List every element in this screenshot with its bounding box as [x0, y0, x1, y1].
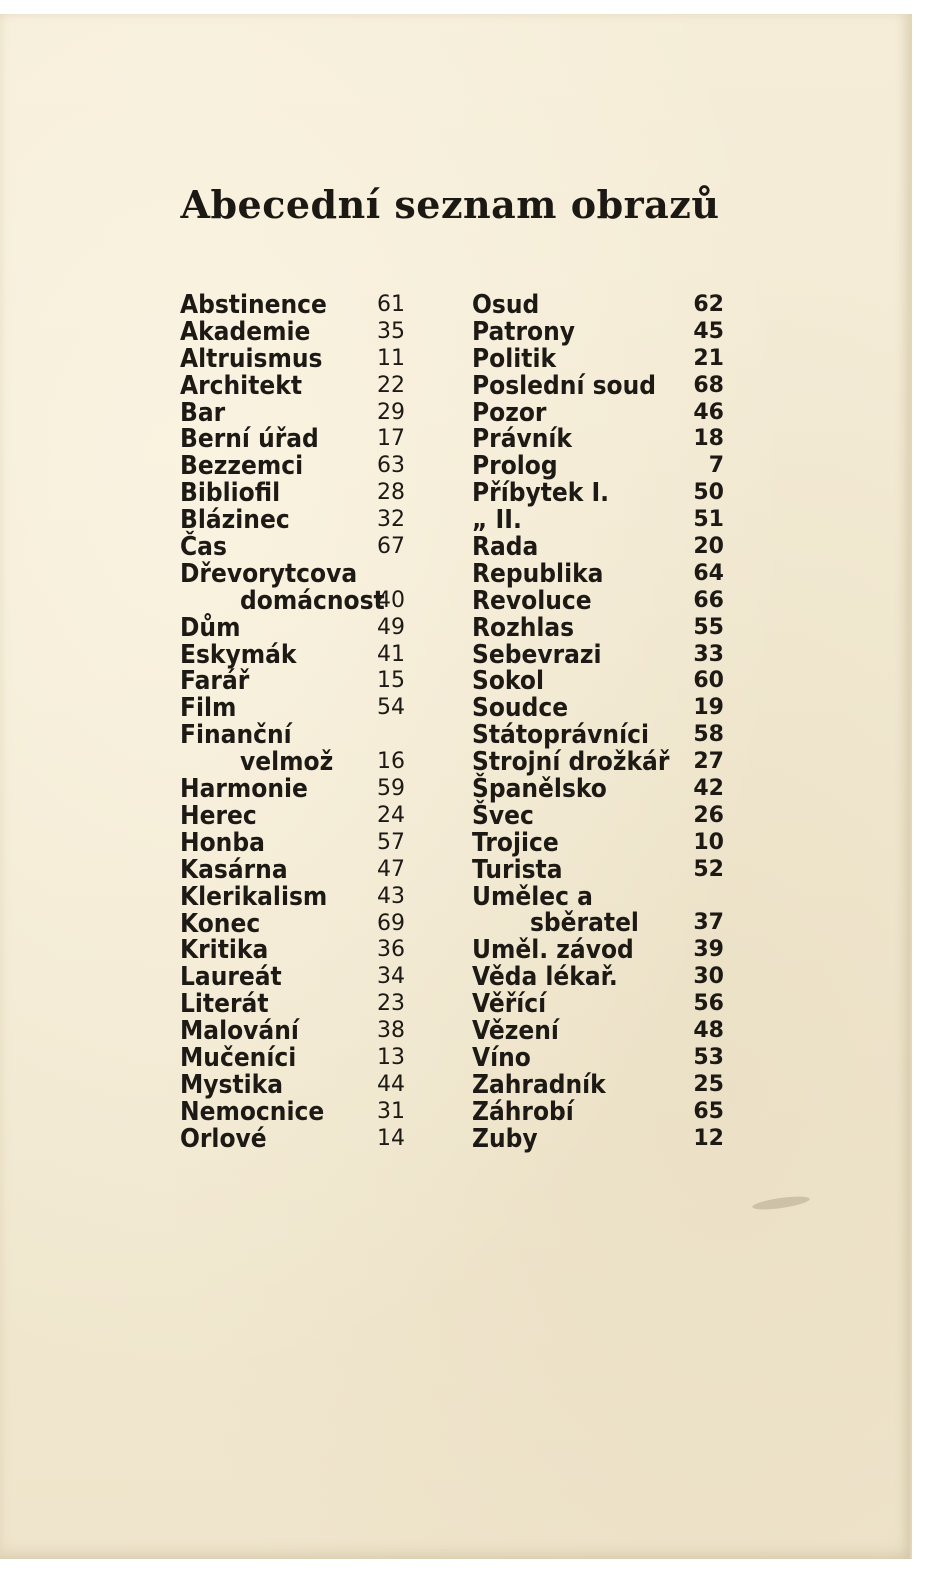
index-entry: [472, 964, 724, 991]
entry-title: Orlové: [180, 1123, 267, 1154]
index-entry: [180, 695, 405, 722]
entry-title: Altruismus: [180, 343, 323, 374]
entry-title: Dům: [180, 612, 241, 643]
entry-title: Bibliofil: [180, 478, 281, 509]
entry-title-continued: domácnost: [240, 585, 385, 616]
entry-title: „ II.: [472, 505, 522, 536]
index-entry: [472, 558, 724, 589]
entry-title: Harmonie: [180, 774, 308, 805]
entry-title: Záhrobí: [472, 1096, 574, 1127]
entry-page-number: 50: [693, 480, 724, 506]
entry-title: Blázinec: [180, 505, 290, 536]
entry-title-continued: sběratel: [530, 908, 639, 939]
index-entry: [472, 695, 724, 722]
entry-title: Státoprávníci: [472, 720, 650, 751]
index-entry: [180, 800, 405, 831]
index-entry: [180, 507, 405, 534]
entry-page-number: 29: [377, 399, 405, 425]
index-entry: [472, 370, 724, 401]
index-entry: [180, 370, 405, 401]
entry-page-number: 59: [377, 776, 405, 802]
entry-page-number: 45: [693, 318, 724, 344]
index-entry: [180, 776, 405, 803]
entry-title: Herec: [180, 800, 257, 831]
entry-title: Osud: [472, 290, 540, 320]
index-entry: [180, 558, 405, 616]
entry-page-number: 55: [693, 614, 724, 640]
entry-title: Malování: [180, 1016, 299, 1047]
entry-title: Umělec a: [472, 881, 593, 912]
entry-title: Zuby: [472, 1123, 538, 1154]
entry-title: Kritika: [180, 935, 269, 966]
index-entry: [472, 1069, 724, 1100]
entry-page-number: 21: [693, 345, 724, 371]
entry-title: Čas: [180, 532, 227, 563]
entry-page-number: 51: [693, 507, 724, 533]
entry-page-number: 47: [377, 856, 405, 882]
entry-title: Turista: [472, 854, 563, 885]
index-entry: [472, 722, 724, 749]
index-entry: [472, 1018, 724, 1045]
index-entry: [180, 964, 405, 991]
entry-title: Vězení: [472, 1016, 559, 1047]
entry-title: Architekt: [180, 370, 303, 401]
entry-page-number: 17: [377, 426, 405, 452]
index-entry: [180, 937, 405, 964]
entry-title: Republika: [472, 558, 604, 589]
entry-title: Zahradník: [472, 1069, 606, 1100]
entry-page-number: 63: [377, 453, 405, 479]
index-entry: [472, 612, 724, 643]
entry-title: Soudce: [472, 693, 569, 724]
book-page: [0, 14, 912, 1559]
entry-title: Mučeníci: [180, 1042, 297, 1073]
entry-title: Patrony: [472, 316, 576, 347]
entry-title: Nemocnice: [180, 1096, 325, 1127]
index-entry: [180, 827, 405, 858]
entry-page-number: 62: [693, 292, 724, 317]
index-entry: [180, 1069, 405, 1100]
entry-page-number: 22: [377, 372, 405, 398]
entry-title: Literát: [180, 989, 269, 1020]
entry-title: Strojní drožkář: [472, 747, 670, 778]
entry-page-number: 66: [693, 587, 724, 613]
entry-page-number: 37: [693, 910, 724, 936]
entry-page-number: 52: [693, 856, 724, 882]
entry-page-number: 10: [693, 829, 724, 855]
index-column-left: [180, 292, 405, 1153]
entry-page-number: 60: [693, 668, 724, 694]
entry-title: Abstinence: [180, 290, 327, 320]
index-entry: [472, 453, 724, 480]
index-entry: [472, 480, 724, 507]
entry-page-number: 26: [693, 802, 724, 828]
index-entry: [472, 1096, 724, 1127]
ink-smudge: [752, 1194, 811, 1212]
entry-title: Film: [180, 693, 237, 724]
entry-page-number: 24: [377, 802, 405, 828]
entry-page-number: 42: [693, 776, 724, 802]
entry-page-number: 16: [377, 749, 405, 775]
entry-page-number: 49: [377, 614, 405, 640]
entry-page-number: 44: [377, 1071, 405, 1097]
entry-title: Víno: [472, 1042, 531, 1073]
index-entry: [180, 316, 405, 347]
entry-page-number: 11: [377, 345, 405, 371]
entry-title: Bezzemci: [180, 451, 304, 482]
entry-page-number: 35: [377, 318, 405, 344]
index-entry: [472, 991, 724, 1018]
index-entry: [180, 1096, 405, 1127]
entry-page-number: 61: [377, 292, 405, 317]
entry-title: Politik: [472, 343, 557, 374]
entry-title: Klerikalism: [180, 881, 328, 912]
index-entry: [180, 881, 405, 912]
entry-page-number: 15: [377, 668, 405, 694]
entry-page-number: 38: [377, 1018, 405, 1044]
index-entry: [180, 343, 405, 374]
index-entry: [472, 749, 724, 776]
entry-title: Rozhlas: [472, 612, 575, 643]
entry-page-number: 28: [377, 480, 405, 506]
index-entry: [180, 292, 405, 319]
index-entry: [472, 507, 724, 534]
index-entry: [472, 800, 724, 831]
index-entry: [180, 639, 405, 670]
index-entry: [472, 776, 724, 803]
entry-page-number: 43: [377, 883, 405, 909]
entry-page-number: 48: [693, 1018, 724, 1044]
entry-title: Kasárna: [180, 854, 288, 885]
entry-title: Pozor: [472, 397, 547, 428]
entry-page-number: 13: [377, 1044, 405, 1070]
index-entry: [472, 426, 724, 453]
entry-title: Bar: [180, 397, 226, 428]
entry-page-number: 12: [693, 1125, 724, 1151]
entry-title: Berní úřad: [180, 424, 319, 455]
entry-page-number: 69: [377, 910, 405, 936]
entry-title: Revoluce: [472, 585, 592, 616]
index-entry: [472, 854, 724, 885]
index-entry: [180, 1018, 405, 1045]
index-entry: [180, 1042, 405, 1073]
entry-page-number: 34: [377, 964, 405, 990]
entry-title: Věřící: [472, 989, 547, 1020]
index-column-right: [472, 292, 724, 1153]
index-entry: [180, 480, 405, 507]
index-entry: [180, 722, 405, 776]
entry-page-number: 64: [693, 560, 724, 586]
index-entry: [180, 1123, 405, 1154]
entry-page-number: 27: [693, 749, 724, 775]
entry-title: Švec: [472, 800, 534, 831]
entry-title: Sebevrazi: [472, 639, 602, 670]
index-entry: [180, 534, 405, 561]
entry-title: Eskymák: [180, 639, 297, 670]
entry-title: Rada: [472, 532, 539, 563]
entry-title: Sokol: [472, 666, 544, 697]
entry-title-continued: velmož: [240, 747, 334, 778]
page-title: Abecední seznam obrazů: [180, 182, 720, 227]
index-entry: [472, 937, 724, 964]
entry-title: Dřevorytcova: [180, 558, 358, 589]
entry-page-number: 14: [377, 1125, 405, 1151]
entry-page-number: 7: [708, 453, 724, 479]
entry-title: Trojice: [472, 827, 559, 858]
index-entry: [472, 397, 724, 428]
entry-page-number: 53: [693, 1044, 724, 1070]
entry-title: Finanční: [180, 720, 292, 751]
index-entry: [180, 668, 405, 695]
entry-page-number: 31: [377, 1098, 405, 1124]
entry-page-number: 19: [693, 695, 724, 721]
entry-title: Poslední soud: [472, 370, 657, 401]
index-entry: [472, 668, 724, 695]
index-entry: [472, 827, 724, 858]
entry-title: Prolog: [472, 451, 558, 482]
index-entry: [472, 316, 724, 347]
index-entry: [472, 639, 724, 670]
index-entry: [472, 534, 724, 561]
entry-title: Uměl. závod: [472, 935, 634, 966]
entry-page-number: 46: [693, 399, 724, 425]
entry-title: Akademie: [180, 316, 311, 347]
entry-title: Mystika: [180, 1069, 284, 1100]
entry-page-number: 40: [377, 587, 405, 613]
entry-title: Konec: [180, 908, 261, 939]
entry-title: Laureát: [180, 962, 282, 993]
entry-page-number: 30: [693, 964, 724, 990]
entry-title: Honba: [180, 827, 265, 858]
entry-page-number: 18: [693, 426, 724, 452]
entry-page-number: 56: [693, 991, 724, 1017]
entry-page-number: 41: [377, 641, 405, 667]
entry-page-number: 25: [693, 1071, 724, 1097]
index-entry: [472, 1123, 724, 1154]
index-entry: [180, 991, 405, 1018]
entry-title: Právník: [472, 424, 572, 455]
entry-page-number: 33: [693, 641, 724, 667]
index-entry: [472, 585, 724, 616]
entry-page-number: 68: [693, 372, 724, 398]
index-entry: [180, 854, 405, 885]
entry-title: Farář: [180, 666, 250, 697]
index-entry: [472, 881, 724, 939]
entry-page-number: 36: [377, 937, 405, 963]
entry-title: Věda lékař.: [472, 962, 618, 993]
entry-page-number: 23: [377, 991, 405, 1017]
index-entry: [180, 612, 405, 643]
index-entry: [472, 343, 724, 374]
entry-page-number: 54: [377, 695, 405, 721]
index-entry: [472, 1042, 724, 1073]
entry-page-number: 58: [693, 722, 724, 748]
entry-page-number: 39: [693, 937, 724, 963]
index-entry: [180, 426, 405, 453]
entry-page-number: 67: [377, 534, 405, 560]
index-entry: [472, 292, 724, 319]
entry-page-number: 57: [377, 829, 405, 855]
index-entry: [180, 908, 405, 939]
entry-page-number: 32: [377, 507, 405, 533]
entry-title: Španělsko: [472, 774, 607, 805]
index-entry: [180, 397, 405, 428]
index-entry: [180, 453, 405, 480]
entry-page-number: 20: [693, 534, 724, 560]
entry-page-number: 65: [693, 1098, 724, 1124]
entry-title: Příbytek I.: [472, 478, 610, 509]
